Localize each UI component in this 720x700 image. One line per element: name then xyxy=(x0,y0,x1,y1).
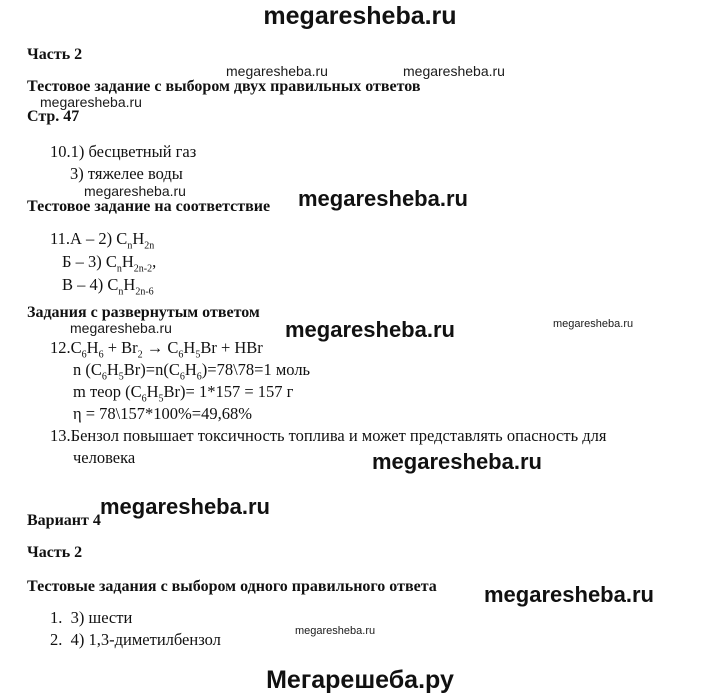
watermark: megaresheba.ru xyxy=(285,317,455,342)
section-heading: Тестовое задание на соответствие xyxy=(27,198,271,215)
formula-text: H xyxy=(146,382,159,401)
question-12-line xyxy=(73,382,293,404)
subscript: 2 xyxy=(137,349,143,361)
question-number: 13. xyxy=(50,426,71,445)
watermark: megaresheba.ru xyxy=(100,494,270,519)
section-heading: Тестовые задания с выбором одного правильного ответа xyxy=(27,578,437,595)
question-13 xyxy=(50,426,606,446)
answer-text: 3) шести xyxy=(70,608,133,627)
question-12-equation xyxy=(50,338,263,360)
page-reference: Стр. 47 xyxy=(27,108,80,125)
formula-text: )=78\78=1 моль xyxy=(201,360,311,379)
formula-text: H xyxy=(132,229,145,248)
question-number: 10. xyxy=(50,142,71,161)
subscript: 2n-6 xyxy=(135,286,154,298)
formula-text: H xyxy=(183,338,196,357)
formula-text: H xyxy=(121,252,134,271)
formula-text: Б – 3) C xyxy=(62,252,117,271)
question-11-row xyxy=(62,252,156,274)
formula-text: n (C xyxy=(73,360,102,379)
formula-text: → C xyxy=(142,338,179,357)
subscript: 2n-2 xyxy=(133,263,153,275)
watermark: megaresheba.ru xyxy=(84,183,186,199)
subscript: 6 xyxy=(101,371,107,383)
section-heading: Задания с развернутым ответом xyxy=(27,304,260,321)
question-number: 2. xyxy=(50,630,63,649)
subscript: 5 xyxy=(158,393,164,405)
subscript: n xyxy=(127,240,133,252)
formula-text: H xyxy=(106,360,119,379)
watermark: megaresheba.ru xyxy=(484,582,654,607)
question-number: 11. xyxy=(50,229,71,248)
formula-text: В – 4) C xyxy=(62,275,119,294)
watermark: megaresheba.ru xyxy=(298,186,468,211)
watermark: megaresheba.ru xyxy=(70,320,172,336)
formula-text: C xyxy=(70,338,82,357)
subscript: 6 xyxy=(81,349,87,361)
watermark: megaresheba.ru xyxy=(226,63,328,79)
watermark: megaresheba.ru xyxy=(553,318,634,330)
formula-text: А – 2) C xyxy=(70,229,128,248)
watermark: megaresheba.ru xyxy=(40,94,142,110)
formula-text: m теор (C xyxy=(73,382,142,401)
answer-option: 3) тяжелее воды xyxy=(70,164,183,183)
question-11-row xyxy=(62,275,154,297)
subscript: 6 xyxy=(98,349,104,361)
part-title: Часть 2 xyxy=(27,46,83,63)
formula-text: Br)=n(C xyxy=(123,360,180,379)
answer-text: 4) 1,3-диметилбензол xyxy=(70,630,221,649)
variant-title: Вариант 4 xyxy=(27,512,101,529)
formula-text: + Br xyxy=(103,338,138,357)
site-header: megaresheba.ru xyxy=(263,2,457,30)
site-footer: Мегарешеба.ру xyxy=(266,666,454,694)
subscript: 5 xyxy=(195,349,201,361)
answer-text: Бензол повышает токсичность топлива и может представлять опасность для xyxy=(70,426,607,445)
answer-item xyxy=(50,608,132,628)
section-heading: Тестовое задание с выбором двух правильных ответов xyxy=(27,78,421,95)
question-number: 1. xyxy=(50,608,63,627)
subscript: n xyxy=(116,263,122,275)
subscript: n xyxy=(118,286,124,298)
subscript: 6 xyxy=(178,349,184,361)
formula-text: H xyxy=(86,338,99,357)
formula-text: , xyxy=(152,252,157,271)
subscript: 6 xyxy=(196,371,202,383)
question-number: 12. xyxy=(50,338,71,357)
subscript: 5 xyxy=(118,371,124,383)
subscript: 2n xyxy=(144,240,155,252)
answer-option: 1) бесцветный газ xyxy=(70,142,197,161)
subscript: 6 xyxy=(141,393,147,405)
formula-text: Br + HBr xyxy=(200,338,263,357)
subscript: 6 xyxy=(179,371,185,383)
question-12-line: η = 78\157*100%=49,68% xyxy=(73,404,252,423)
formula-text: Br)= 1*157 = 157 г xyxy=(163,382,294,401)
watermark: megaresheba.ru xyxy=(372,449,542,474)
watermark: megaresheba.ru xyxy=(295,625,376,637)
watermark: megaresheba.ru xyxy=(403,63,505,79)
answer-item xyxy=(50,630,221,650)
question-10 xyxy=(50,142,196,162)
question-12-line xyxy=(73,360,310,382)
formula-text: H xyxy=(123,275,136,294)
formula-text: H xyxy=(184,360,197,379)
answer-text: человека xyxy=(73,448,136,467)
question-11-row xyxy=(50,229,154,251)
part-title: Часть 2 xyxy=(27,544,83,561)
